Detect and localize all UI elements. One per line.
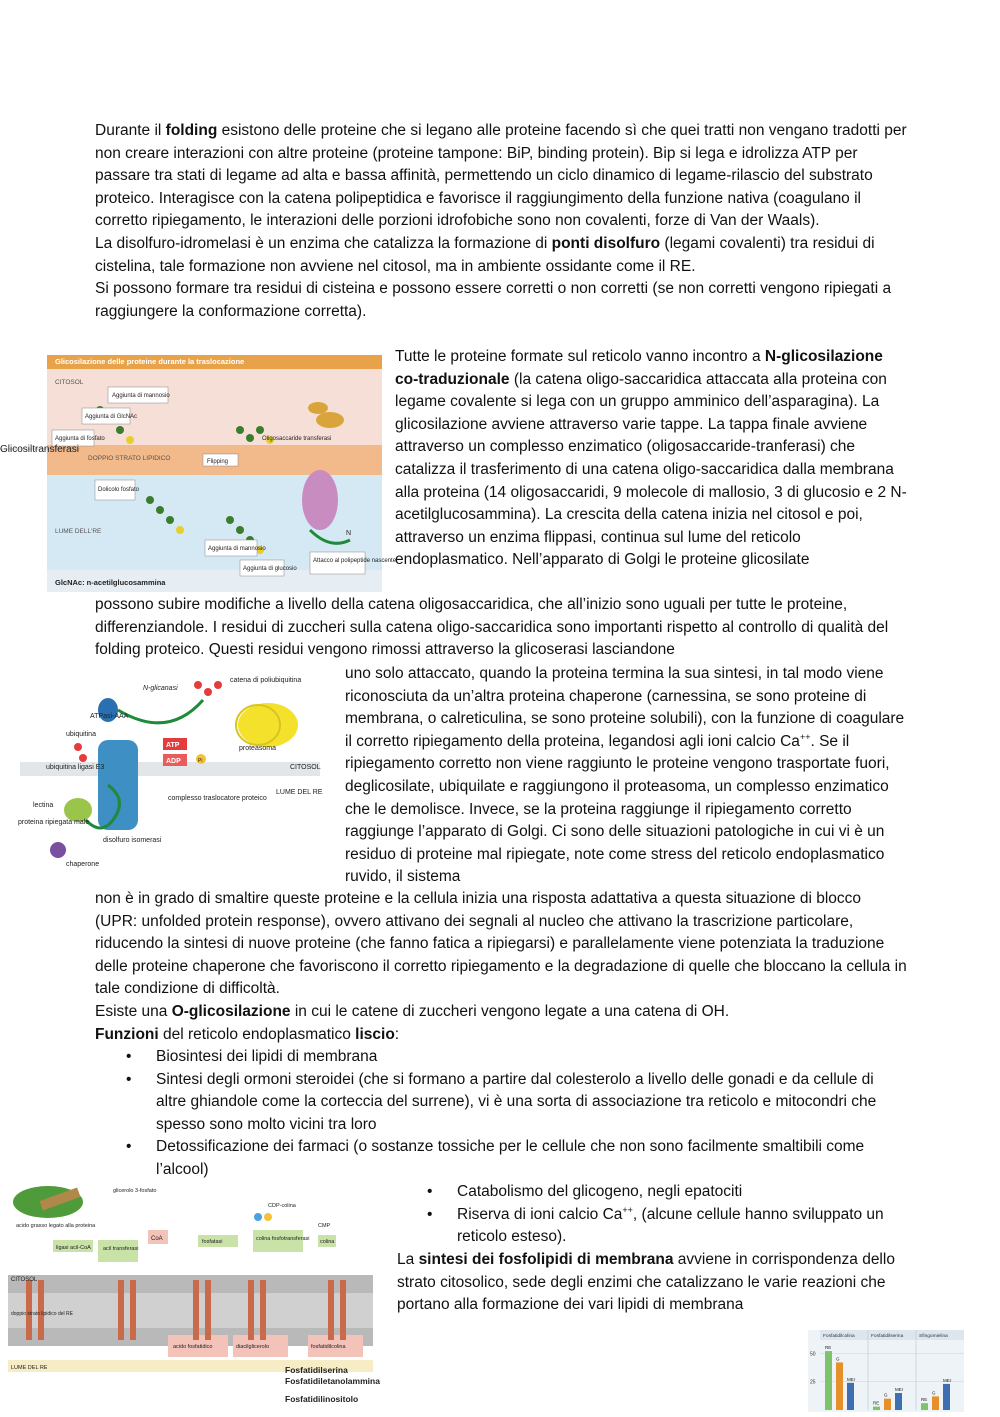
fig1-title: Glicosilazione delle proteine durante la traslocazione [55, 357, 245, 366]
fig2-adp: ADP [166, 758, 181, 765]
p8-bold: sintesi dei fosfolipidi di membrana [418, 1251, 674, 1268]
p8-text-a: La [397, 1251, 419, 1268]
bar-label: G [836, 1356, 840, 1362]
fig3-colina: colina [320, 1239, 335, 1245]
bar-label: RE [825, 1345, 832, 1351]
bar [884, 1399, 891, 1410]
fig2-lectina: lectina [33, 802, 54, 809]
fig3-out2: Fosfatidiletanolammina [285, 1376, 380, 1386]
fig2-pi: Pi [198, 758, 203, 764]
fig1-step7: Attacco al polipeptide nascente [313, 558, 397, 564]
p5-text-b: . Se il ripiegamento corretto non viene raggiunto le proteine vengono trasportate fuori, deglicosilate, ubiquilate e raggiungono il proteasoma, un complesso enzimatico che le demolisce. Invece, se la proteina raggiunge il ripiegamento corretto raggiunge l’apparato di Golgi. Ci sono delle situazioni patologiche in cui vi è un residuo di proteine mal ripiegate, note come stress del reticolo endoplasmatico ruvido, il sistema [345, 732, 890, 886]
figure-phospholipid [8, 1180, 393, 1410]
paragraph-disolfuro [95, 233, 907, 278]
panel-title: Sfingomielina [919, 1334, 948, 1339]
p5-full-text: non è in grado di smaltire queste proteine e la cellula inizia una risposta adattativa a questa situazione di blocco (UPR: unfolded protein response), ovvero attivano dei segnali al nucleo che attivano la trascrizione particolare, riducendo la sintesi di nuove proteine (che fanno fatica a ripiegarsi) e parallelamente viene potenziata la traduzione delle proteine chaperone che favoriscono il corretto ripiegamento e la degradazione di quelle che bloccano la cellula in tale condizione di difficoltà. [95, 890, 907, 998]
fig1-step2: Aggiunta di GlcNAc [85, 414, 138, 420]
bar [836, 1362, 843, 1410]
fig2-complesso: complesso traslocatore proteico [168, 795, 267, 802]
phospholipid-diagram [8, 1180, 393, 1410]
p1-text-a: Durante il [95, 122, 166, 139]
p2-bold-ponti: ponti disolfuro [551, 234, 661, 252]
bar-label: MEr [943, 1377, 952, 1383]
fig1-n: N [346, 530, 352, 537]
paragraph-n-glicosilazione [395, 346, 907, 572]
fig3-cmp: CMP [318, 1223, 331, 1229]
bullet2-text-a: Riserva di ioni calcio Ca [457, 1205, 623, 1223]
p5-text-a: uno solo attaccato, quando la proteina termina la sua sintesi, in tal modo viene riconosciuta da un’altra proteina chaperone (carnessina, se sono proteine di membrana, o calreticulina, se sono proteine solubili), con la funzione di coagulare il corretto ripiegamento della proteina, legandosi agli ioni calcio Ca [345, 665, 905, 750]
bar [932, 1396, 939, 1410]
fig3-cdp: CDP-colina [268, 1203, 296, 1209]
fig2-disolfuro: disolfuro isomerasi [103, 837, 162, 844]
p1-bold-folding: folding [165, 122, 218, 139]
paragraph-golgi [95, 594, 907, 662]
fig2-proteina: proteina ripiegata male [18, 819, 90, 826]
bar-label: RE [921, 1397, 928, 1403]
bar-label: RE [873, 1400, 880, 1406]
fig3-colina-ft: colina fosfotransferasi [256, 1236, 310, 1242]
p6-text-b: in cui le catene di zuccheri vengono legate a una catena di OH. [290, 1002, 730, 1020]
fig1-side-label: Glicosiltransferasi [0, 444, 79, 455]
bar [873, 1407, 880, 1410]
p7-bold-liscio: liscio [355, 1025, 395, 1043]
fig3-glicerolo: glicerolo 3-fosfato [113, 1188, 157, 1194]
bullet-list-functions-2 [457, 1181, 907, 1249]
bullet2-text-b: , (alcune cellule hanno sviluppato un reticolo esteso). [457, 1205, 884, 1246]
lipid-bar-chart [808, 1330, 964, 1412]
fig3-fosfatasi: fosfatasi [202, 1239, 223, 1245]
fig3-acido-grasso: acido grasso legato alla proteina [16, 1223, 96, 1229]
bullet-item: • Detossificazione dei farmaci (o sostanze tossiche per le cellule che non sono facilmente smaltibili come l’alcool) [156, 1136, 907, 1181]
fig3-acido-fosfatidico: acido fosfatidico [173, 1344, 213, 1350]
p4-full-text: possono subire modifiche a livello della catena oligosaccaridica, che all’inizio sono uguali per tutte le proteine, differenziandole. I residui di zuccheri sulla catena oligo-saccaridica sono importanti rispetto al controllo di qualità del folding proteico. Questi residui vengono rimossi attraverso la glicoserasi lasciandone [95, 596, 889, 659]
fig3-ligasi: ligasi acil-CoA [56, 1245, 91, 1251]
fig3-diacilglicerolo: diacilglicerolo [236, 1344, 270, 1350]
fig3-acil: acil transferasi [103, 1246, 139, 1252]
bar [895, 1393, 902, 1410]
bullet2-text: Catabolismo del glicogeno, negli epatociti [457, 1183, 743, 1200]
fig3-fosfatidilcolina: fosfatidilcolina [311, 1344, 346, 1350]
panel-title: Fosfatidilserina [871, 1334, 904, 1339]
p1-text-b: esistono delle proteine che si legano alle proteine facendo sì che quei tratti non vengano tradotti per non creare interazioni con altre proteine (proteine tampone: BiP, binding protein). Bip si lega e idrolizza ATP per passare tra stati di legame ad alta e bassa affinità, permettendo un ciclo dinamico di legame-rilascio del substrato proteico. Interagisce con la catena polipeptidica e favorisce il raggiungimento della funzione nativa (coagulano il corretto ripiegamento, le interazioni delle porzioni idrofobiche sono non covalenti, forze di Van der Waals). [95, 122, 907, 230]
fig3-out1: Fosfatidilserina [285, 1365, 348, 1375]
fig2-proteasoma: proteasoma [239, 745, 276, 752]
bullet2-sup: ++ [622, 1204, 633, 1215]
y-tick-label: 25 [810, 1379, 816, 1386]
fig1-lume: LUME DELL'RE [55, 528, 102, 535]
bullet-item [457, 1204, 907, 1249]
bar [847, 1383, 854, 1410]
paragraph-funzioni [95, 1024, 907, 1047]
fig2-ubiquitina: ubiquitina [66, 731, 96, 738]
fig1-citosol: CITOSOL [55, 379, 84, 386]
fig2-atpasi: ATPasi-AAA [90, 713, 129, 720]
erad-diagram [18, 670, 343, 875]
lipid-bar-chart-svg [808, 1330, 964, 1412]
p7-text-a: del reticolo endoplasmatico [158, 1025, 356, 1043]
fig1-step1: Aggiunta di mannosio [112, 393, 170, 399]
fig2-ligasi: ubiquitina ligasi E3 [46, 764, 105, 771]
fig1-footer: GlcNAc: n-acetilglucosammina [55, 578, 166, 587]
panel-title: Fosfatidilcolina [823, 1334, 855, 1339]
bar [921, 1403, 928, 1410]
p4-bold-nglic: N-glicosilazione co-traduzionale [395, 348, 883, 388]
paragraph-upr [95, 888, 907, 1046]
fig1-doppio: DOPPIO STRATO LIPIDICO [88, 455, 171, 462]
p6-text-a: Esiste una [95, 1002, 172, 1020]
bullet-list-functions [156, 1046, 907, 1182]
fig3-coa: CoA [151, 1236, 163, 1242]
fig3-out3: Fosfatidilinositolo [285, 1394, 359, 1404]
fig2-atp: ATP [166, 742, 180, 749]
figure-glycosylation [0, 350, 397, 592]
bar-label: MEr [847, 1376, 856, 1382]
fig1-step4: Flipping [207, 459, 229, 465]
fig1-dolicolo: Dolicolo fosfato [98, 487, 140, 493]
paragraph-folding [95, 120, 907, 323]
p5-sup: ++ [799, 731, 811, 742]
paragraph-o-glicosilazione [95, 1001, 907, 1024]
bullet-item [457, 1181, 907, 1204]
p6-bold: O-glicosilazione [171, 1002, 291, 1020]
figure-erad [18, 670, 343, 875]
fig2-catena: catena di poliubiquitina [230, 677, 302, 684]
bar [825, 1351, 832, 1410]
p2-text-a: La disolfuro-idromelasi è un enzima che catalizza la formazione di [95, 234, 552, 252]
y-tick-label: 50 [810, 1351, 816, 1358]
p2-text-b: (legami covalenti) tra residui di cistelina, tale formazione non avviene nel citosol, ma in ambiente ossidante come il RE. [95, 234, 875, 275]
bar [943, 1384, 950, 1410]
bullet-item: • Sintesi degli ormoni steroidei (che si formano a partire dal colesterolo a livello delle gonadi e da cellule di altre ghiandole come la corteccia del surrene), vi è una sorta di associazione tra reticolo e mitocondri che spesso sono molto vicini tra loro [156, 1069, 907, 1137]
fig3-doppio: doppio strato lipidico del RE [11, 1311, 73, 1317]
bar-label: G [932, 1390, 936, 1396]
fig1-step3: Aggiunta di fosfato [55, 436, 105, 442]
p4-text-a: Tutte le proteine formate sul reticolo vanno incontro a [395, 348, 765, 365]
glycosylation-diagram [0, 350, 397, 592]
bar-label: MEr [895, 1387, 904, 1392]
p8-text-b: avviene in corrispondenza dello strato citosolico, sede degli enzimi che catalizzano le varie reazioni che portano alla formazione dei vari lipidi di membrana [397, 1251, 895, 1314]
fig3-citosol: CITOSOL [11, 1277, 38, 1283]
fig1-step5: Aggiunta di mannosio [208, 546, 266, 552]
p7-bold-funzioni: Funzioni [95, 1025, 159, 1043]
fig3-lume: LUME DEL RE [11, 1365, 48, 1371]
paragraph-fosfolipidi [397, 1249, 897, 1317]
bullet-item: • Biosintesi dei lipidi di membrana [156, 1046, 907, 1069]
bar-label: G [884, 1392, 888, 1398]
fig2-chaperone: chaperone [66, 861, 100, 868]
fig1-ost: Oligosaccaride transferasi [262, 436, 332, 442]
p7-text-b: : [394, 1025, 400, 1043]
fig2-lume: LUME DEL RE [276, 789, 323, 796]
paragraph-chaperone [345, 663, 907, 889]
paragraph-cisteina: Si possono formare tra residui di cisteina e possono essere corretti o non corretti (se non corretti vengono ripiegati a raggiungere la conformazione corretta). [95, 280, 892, 320]
fig2-citosol: CITOSOL [290, 764, 321, 771]
p4-text-b: (la catena oligo-saccaridica attaccata alla proteina con legame covalente si lega con un gruppo amminico dell’asparagina). La glicosilazione avviene attraverso varie tappe. La tappa finale avviene attraverso un complesso enzimatico (oligosaccaride-tranferasi) che catalizza il trasferimento di una catena oligo-saccaridica dalla membrana alla proteina (14 oligosaccaridi, 9 molecole di mallosio, 3 di glucosio e 2 N-acetilglucosammina). La crescita della catena inizia nel citosol e poi, attraverso un enzima flippasi, continua sul lume del reticolo endoplasmatico. Nell’apparato di Golgi le proteine glicosilate [395, 370, 907, 569]
fig1-step6: Aggiunta di glucosio [243, 566, 297, 572]
fig2-nglicanasi: N-glicanasi [143, 685, 178, 692]
